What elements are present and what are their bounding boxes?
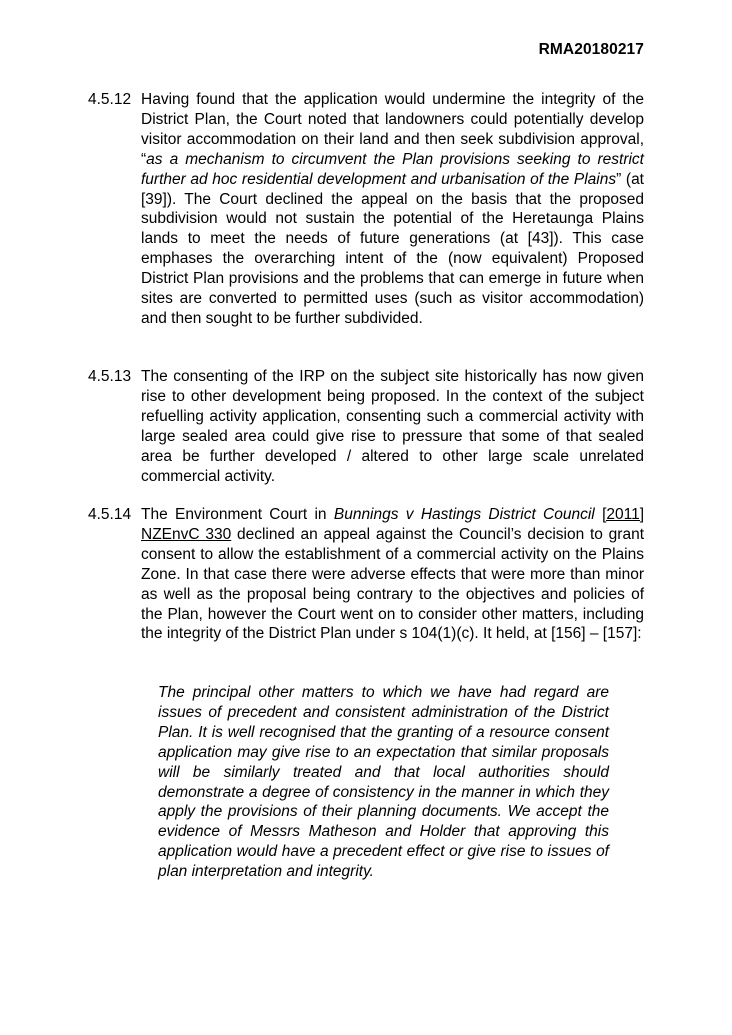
block-quote: The principal other matters to which we have had regard are issues of precedent and consistent administration of the District Plan. It is well recognised that the granting of a resource consent application may give rise to an expectation that similar proposals will be similarly treated and that local authorities should demonstrate a degree of consistency in the manner in which they apply the provisions of their planning documents. We accept the evidence of Messrs Matheson and Holder that approving this application would have a precedent effect or give rise to issues of plan interpretation and integrity. — [158, 684, 609, 881]
text-run: The Environment Court in — [141, 506, 334, 523]
paragraph-number: 4.5.13 — [88, 368, 132, 385]
text-run: ” (at [39]). The Court declined the appeal on the basis that the proposed subdivision would not sustain the potential of the Heretaunga Plains lands to meet the needs of future generations (at [43]). This case emphases the overarching intent of the (now equivalent) Proposed District Plan provisions and the problems that can emerge in future when sites are converted to permitted uses (such as visitor accommodation) and then sought to be further subdivided. — [141, 170, 644, 327]
paragraph-number: 4.5.12 — [88, 91, 132, 108]
case-name: Bunnings v Hastings District Council — [333, 506, 595, 523]
document-reference: RMA20180217 — [538, 41, 644, 58]
paragraph-4-5-12 — [88, 90, 644, 329]
paragraph-text — [141, 505, 644, 644]
paragraph-4-5-13 — [88, 367, 644, 486]
text-run: The consenting of the IRP on the subject site historically has now given rise to other development being proposed. In the context of the subject refuelling activity application, consenting such a commercial activity with large sealed area could give rise to pressure that some of that sealed area be further developed / altered to other large scale unrelated commercial activity. — [141, 368, 644, 485]
case-citation: [2011] NZEnvC 330 — [141, 506, 645, 543]
paragraph-4-5-14 — [88, 505, 644, 644]
paragraph-text — [141, 367, 644, 486]
quoted-text: as a mechanism to circumvent the Plan provisions seeking to restrict further ad hoc residential development and urbanisation of the Plains — [141, 150, 644, 188]
paragraph-number: 4.5.14 — [88, 506, 132, 523]
text-run: declined an appeal against the Council’s decision to grant consent to allow the establishment of a commercial activity on the Plains Zone. In that case there were adverse effects that were more than minor as well as the proposal being contrary to the objectives and policies of the Plan, however the Court went on to consider other matters, including the integrity of the District Plan under s 104(1)(c). It held, at [156] – [157]: — [141, 525, 645, 643]
paragraph-text — [141, 90, 644, 329]
text-run: Having found that the application would undermine the integrity of the District Plan, the Court noted that landowners could potentially develop visitor accommodation on their land and then seek subdivision approval, “ — [141, 91, 644, 168]
